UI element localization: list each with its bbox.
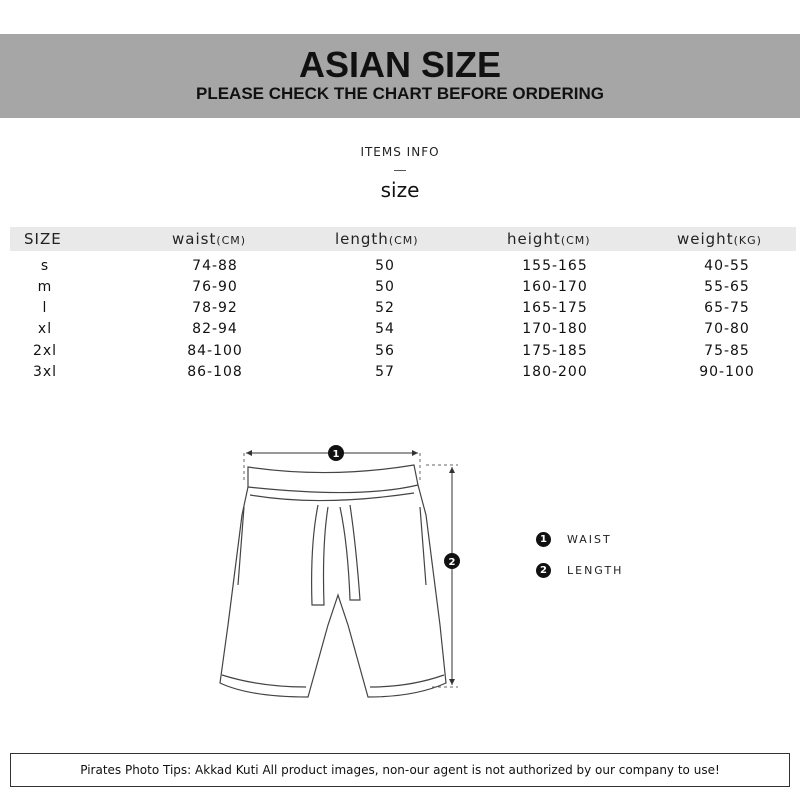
legend-number: 2 <box>536 563 551 578</box>
cell-waist: 74-88 <box>192 258 238 274</box>
table-row <box>0 343 800 363</box>
items-info-divider <box>394 170 406 171</box>
header-waist-label: waist <box>172 230 217 248</box>
header-length-unit: (CM) <box>388 234 419 247</box>
table-row <box>0 364 800 384</box>
banner-title: ASIAN SIZE <box>298 44 502 85</box>
cell-waist: 86-108 <box>187 364 243 380</box>
cell-length: 50 <box>375 258 395 274</box>
table-row <box>0 300 800 320</box>
cell-waist: 82-94 <box>192 321 238 337</box>
cell-length: 57 <box>375 364 395 380</box>
header-size <box>24 230 62 248</box>
header-weight <box>677 230 762 248</box>
cell-height: 165-175 <box>522 300 588 316</box>
cell-waist: 78-92 <box>192 300 238 316</box>
banner-subtitle: PLEASE CHECK THE CHART BEFORE ORDERING <box>195 84 605 103</box>
items-info-label: ITEMS INFO <box>360 145 440 159</box>
cell-length: 50 <box>375 279 395 295</box>
cell-size: 2xl <box>32 343 58 359</box>
cell-waist: 76-90 <box>192 279 238 295</box>
cell-weight: 75-85 <box>704 343 750 359</box>
shorts-outline-illustration-icon <box>200 435 480 705</box>
cell-size: m <box>37 279 53 295</box>
cell-size: l <box>42 300 48 316</box>
cell-length: 54 <box>375 321 395 337</box>
header-weight-unit: (KG) <box>733 234 762 247</box>
header-banner <box>0 34 800 118</box>
legend-label: LENGTH <box>567 564 624 577</box>
header-size-label: SIZE <box>24 230 62 248</box>
legend-label: WAIST <box>567 533 612 546</box>
cell-height: 175-185 <box>522 343 588 359</box>
cell-height: 180-200 <box>522 364 588 380</box>
table-row <box>0 321 800 341</box>
legend-number: 1 <box>536 532 551 547</box>
cell-size: s <box>40 258 50 274</box>
cell-height: 160-170 <box>522 279 588 295</box>
waist-marker: 1 <box>332 449 340 460</box>
cell-length: 52 <box>375 300 395 316</box>
size-table-header <box>10 227 796 251</box>
header-waist <box>172 230 246 248</box>
cell-weight: 40-55 <box>704 258 750 274</box>
length-marker: 2 <box>448 557 456 568</box>
header-height-unit: (CM) <box>560 234 591 247</box>
table-row <box>0 258 800 278</box>
footer-notice <box>10 753 790 787</box>
header-height-label: height <box>507 230 561 248</box>
shorts-diagram <box>200 435 480 705</box>
cell-height: 170-180 <box>522 321 588 337</box>
header-height <box>507 230 591 248</box>
cell-length: 56 <box>375 343 395 359</box>
header-length <box>335 230 419 248</box>
cell-weight: 65-75 <box>704 300 750 316</box>
cell-weight: 55-65 <box>704 279 750 295</box>
footer-text: Pirates Photo Tips: Akkad Kuti All product images, non-our agent is not authorized by our company to use! <box>80 763 720 777</box>
cell-size: xl <box>37 321 53 337</box>
cell-weight: 70-80 <box>704 321 750 337</box>
header-length-label: length <box>335 230 389 248</box>
cell-waist: 84-100 <box>187 343 243 359</box>
header-weight-label: weight <box>677 230 734 248</box>
table-row <box>0 279 800 299</box>
section-title: size <box>380 178 420 202</box>
cell-size: 3xl <box>32 364 58 380</box>
cell-weight: 90-100 <box>699 364 755 380</box>
header-waist-unit: (CM) <box>216 234 247 247</box>
cell-height: 155-165 <box>522 258 588 274</box>
